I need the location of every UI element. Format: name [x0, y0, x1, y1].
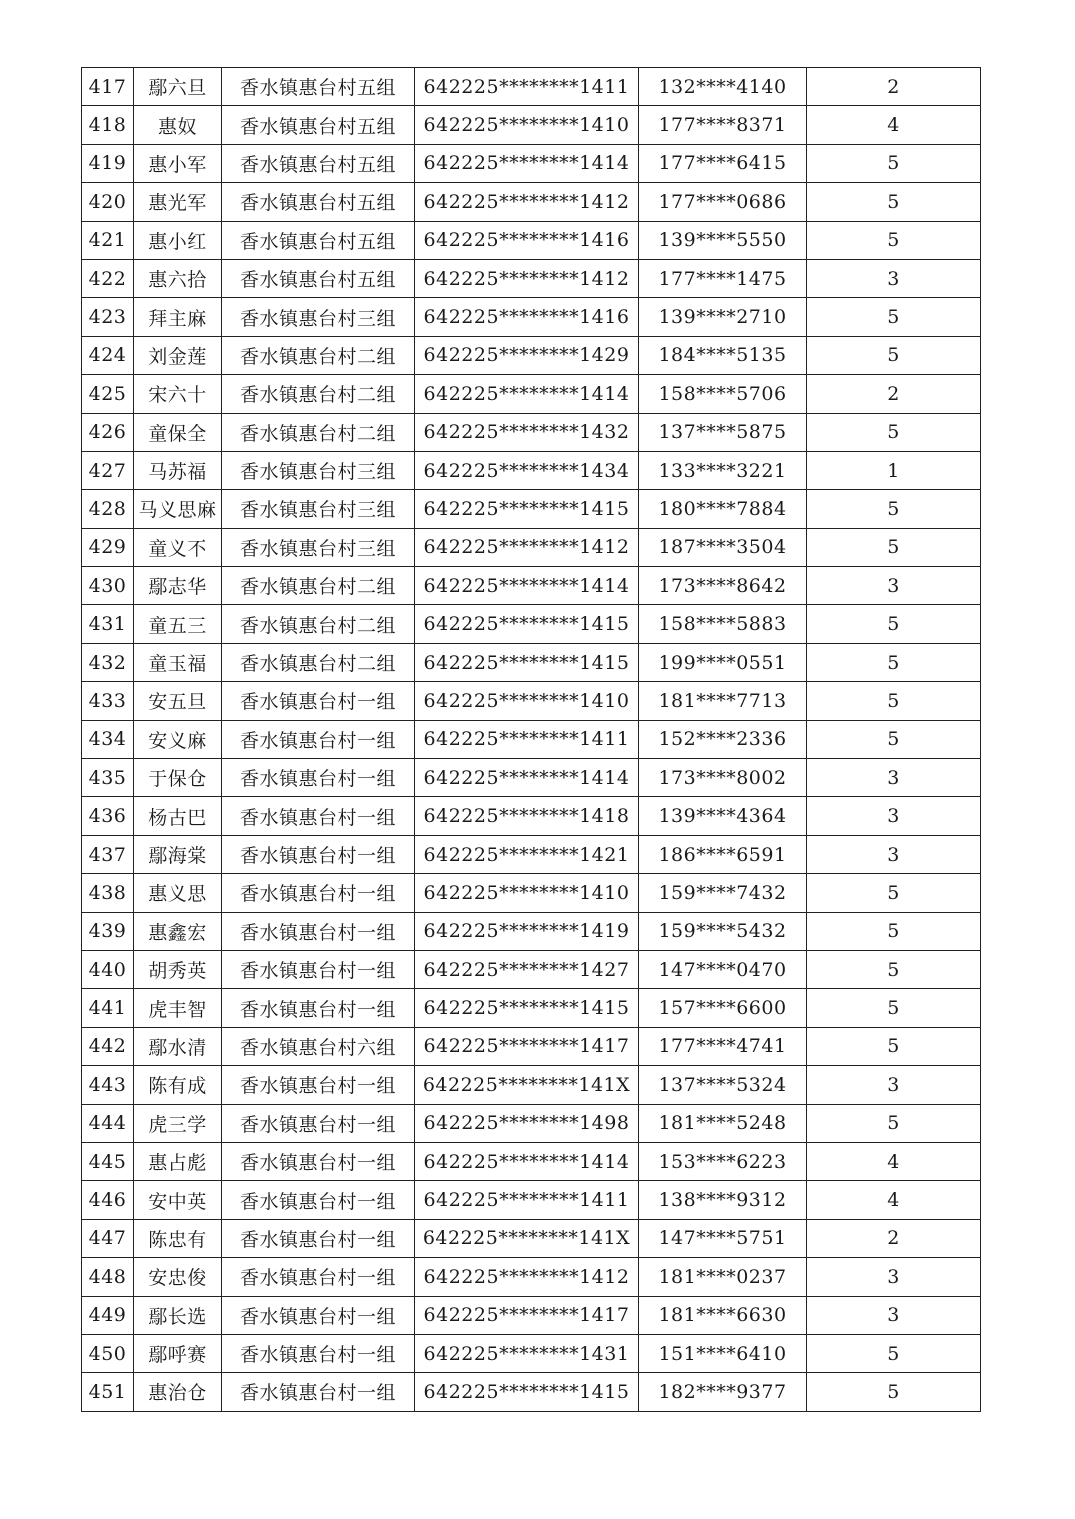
phone-cell: 181****7713: [639, 682, 807, 720]
row-number-cell: 451: [82, 1373, 134, 1411]
household-size-cell: 5: [807, 1373, 981, 1411]
row-number-cell: 441: [82, 989, 134, 1027]
phone-cell: 139****5550: [639, 221, 807, 259]
row-number-cell: 421: [82, 221, 134, 259]
household-size-cell: 5: [807, 874, 981, 912]
table-row: [82, 797, 981, 835]
id-number-cell: 642225********1410: [415, 874, 639, 912]
household-size-cell: 5: [807, 682, 981, 720]
name-cell: 胡秀英: [134, 950, 222, 988]
phone-cell: 184****5135: [639, 336, 807, 374]
table-row: [82, 912, 981, 950]
table-row: [82, 1258, 981, 1296]
address-cell: 香水镇惠台村一组: [222, 1181, 415, 1219]
row-number-cell: 435: [82, 759, 134, 797]
id-number-cell: 642225********1427: [415, 950, 639, 988]
name-cell: 安中英: [134, 1181, 222, 1219]
table-row: [82, 1219, 981, 1257]
id-number-cell: 642225********1415: [415, 989, 639, 1027]
address-cell: 香水镇惠台村一组: [222, 1296, 415, 1334]
table-row: [82, 682, 981, 720]
id-number-cell: 642225********1415: [415, 605, 639, 643]
name-cell: 杨古巴: [134, 797, 222, 835]
household-size-cell: 5: [807, 1104, 981, 1142]
id-number-cell: 642225********1412: [415, 183, 639, 221]
household-size-cell: 5: [807, 1334, 981, 1372]
name-cell: 于保仓: [134, 759, 222, 797]
id-number-cell: 642225********1431: [415, 1334, 639, 1372]
row-number-cell: 427: [82, 451, 134, 489]
address-cell: 香水镇惠台村一组: [222, 912, 415, 950]
household-size-cell: 1: [807, 451, 981, 489]
phone-cell: 173****8642: [639, 567, 807, 605]
address-cell: 香水镇惠台村五组: [222, 221, 415, 259]
id-number-cell: 642225********141X: [415, 1219, 639, 1257]
phone-cell: 151****6410: [639, 1334, 807, 1372]
row-number-cell: 419: [82, 144, 134, 182]
phone-cell: 139****4364: [639, 797, 807, 835]
household-size-cell: 4: [807, 1181, 981, 1219]
table-row: [82, 413, 981, 451]
row-number-cell: 439: [82, 912, 134, 950]
name-cell: 惠小红: [134, 221, 222, 259]
phone-cell: 132****4140: [639, 68, 807, 106]
address-cell: 香水镇惠台村五组: [222, 68, 415, 106]
row-number-cell: 417: [82, 68, 134, 106]
household-size-cell: 3: [807, 259, 981, 297]
name-cell: 童五三: [134, 605, 222, 643]
name-cell: 马苏福: [134, 451, 222, 489]
address-cell: 香水镇惠台村一组: [222, 759, 415, 797]
address-cell: 香水镇惠台村五组: [222, 144, 415, 182]
row-number-cell: 430: [82, 567, 134, 605]
table-row: [82, 1334, 981, 1372]
id-number-cell: 642225********1421: [415, 835, 639, 873]
phone-cell: 138****9312: [639, 1181, 807, 1219]
id-number-cell: 642225********1419: [415, 912, 639, 950]
phone-cell: 139****2710: [639, 298, 807, 336]
address-cell: 香水镇惠台村一组: [222, 1219, 415, 1257]
household-size-cell: 2: [807, 68, 981, 106]
phone-cell: 133****3221: [639, 451, 807, 489]
row-number-cell: 437: [82, 835, 134, 873]
household-size-cell: 2: [807, 1219, 981, 1257]
name-cell: 惠占彪: [134, 1142, 222, 1180]
id-number-cell: 642225********1414: [415, 144, 639, 182]
name-cell: 鄢志华: [134, 567, 222, 605]
row-number-cell: 443: [82, 1066, 134, 1104]
address-cell: 香水镇惠台村一组: [222, 1104, 415, 1142]
name-cell: 马义思麻: [134, 490, 222, 528]
table-row: [82, 835, 981, 873]
table-row: [82, 183, 981, 221]
household-size-cell: 4: [807, 1142, 981, 1180]
phone-cell: 147****0470: [639, 950, 807, 988]
address-cell: 香水镇惠台村一组: [222, 989, 415, 1027]
table-row: [82, 1296, 981, 1334]
name-cell: 童玉福: [134, 643, 222, 681]
table-row: [82, 567, 981, 605]
row-number-cell: 426: [82, 413, 134, 451]
id-number-cell: 642225********1411: [415, 68, 639, 106]
phone-cell: 159****7432: [639, 874, 807, 912]
table-row: [82, 68, 981, 106]
id-number-cell: 642225********1414: [415, 759, 639, 797]
household-roster-table: [81, 67, 981, 1412]
table-row: [82, 375, 981, 413]
phone-cell: 181****6630: [639, 1296, 807, 1334]
phone-cell: 177****4741: [639, 1027, 807, 1065]
name-cell: 童义不: [134, 528, 222, 566]
address-cell: 香水镇惠台村一组: [222, 720, 415, 758]
id-number-cell: 642225********1412: [415, 259, 639, 297]
id-number-cell: 642225********1412: [415, 528, 639, 566]
id-number-cell: 642225********1411: [415, 1181, 639, 1219]
row-number-cell: 434: [82, 720, 134, 758]
address-cell: 香水镇惠台村二组: [222, 567, 415, 605]
table-row: [82, 1142, 981, 1180]
address-cell: 香水镇惠台村一组: [222, 1142, 415, 1180]
id-number-cell: 642225********1414: [415, 567, 639, 605]
name-cell: 惠义思: [134, 874, 222, 912]
name-cell: 虎丰智: [134, 989, 222, 1027]
address-cell: 香水镇惠台村一组: [222, 1066, 415, 1104]
table-row: [82, 528, 981, 566]
address-cell: 香水镇惠台村二组: [222, 605, 415, 643]
household-size-cell: 3: [807, 835, 981, 873]
name-cell: 惠六拾: [134, 259, 222, 297]
name-cell: 惠奴: [134, 106, 222, 144]
household-size-cell: 3: [807, 797, 981, 835]
name-cell: 鄢呼赛: [134, 1334, 222, 1372]
phone-cell: 157****6600: [639, 989, 807, 1027]
phone-cell: 158****5706: [639, 375, 807, 413]
phone-cell: 180****7884: [639, 490, 807, 528]
phone-cell: 182****9377: [639, 1373, 807, 1411]
table-row: [82, 1104, 981, 1142]
row-number-cell: 444: [82, 1104, 134, 1142]
id-number-cell: 642225********141X: [415, 1066, 639, 1104]
name-cell: 安五旦: [134, 682, 222, 720]
name-cell: 陈有成: [134, 1066, 222, 1104]
household-size-cell: 5: [807, 605, 981, 643]
id-number-cell: 642225********1498: [415, 1104, 639, 1142]
row-number-cell: 423: [82, 298, 134, 336]
household-size-cell: 5: [807, 413, 981, 451]
table-row: [82, 874, 981, 912]
household-size-cell: 5: [807, 528, 981, 566]
id-number-cell: 642225********1429: [415, 336, 639, 374]
row-number-cell: 438: [82, 874, 134, 912]
household-size-cell: 5: [807, 490, 981, 528]
roster-body: [82, 68, 981, 1412]
table-row: [82, 221, 981, 259]
id-number-cell: 642225********1410: [415, 682, 639, 720]
phone-cell: 137****5875: [639, 413, 807, 451]
name-cell: 童保全: [134, 413, 222, 451]
phone-cell: 181****0237: [639, 1258, 807, 1296]
household-size-cell: 5: [807, 298, 981, 336]
id-number-cell: 642225********1415: [415, 1373, 639, 1411]
household-size-cell: 2: [807, 375, 981, 413]
name-cell: 拜主麻: [134, 298, 222, 336]
household-size-cell: 3: [807, 759, 981, 797]
address-cell: 香水镇惠台村二组: [222, 336, 415, 374]
table-row: [82, 451, 981, 489]
row-number-cell: 442: [82, 1027, 134, 1065]
table-row: [82, 144, 981, 182]
name-cell: 鄢海棠: [134, 835, 222, 873]
phone-cell: 152****2336: [639, 720, 807, 758]
address-cell: 香水镇惠台村二组: [222, 643, 415, 681]
table-row: [82, 1027, 981, 1065]
row-number-cell: 446: [82, 1181, 134, 1219]
id-number-cell: 642225********1412: [415, 1258, 639, 1296]
household-size-cell: 5: [807, 643, 981, 681]
id-number-cell: 642225********1411: [415, 720, 639, 758]
id-number-cell: 642225********1418: [415, 797, 639, 835]
address-cell: 香水镇惠台村一组: [222, 835, 415, 873]
table-row: [82, 643, 981, 681]
row-number-cell: 431: [82, 605, 134, 643]
address-cell: 香水镇惠台村二组: [222, 413, 415, 451]
household-size-cell: 5: [807, 144, 981, 182]
row-number-cell: 440: [82, 950, 134, 988]
phone-cell: 159****5432: [639, 912, 807, 950]
address-cell: 香水镇惠台村五组: [222, 259, 415, 297]
household-size-cell: 5: [807, 221, 981, 259]
address-cell: 香水镇惠台村六组: [222, 1027, 415, 1065]
table-row: [82, 490, 981, 528]
name-cell: 惠治仓: [134, 1373, 222, 1411]
row-number-cell: 428: [82, 490, 134, 528]
phone-cell: 177****6415: [639, 144, 807, 182]
row-number-cell: 436: [82, 797, 134, 835]
address-cell: 香水镇惠台村一组: [222, 1373, 415, 1411]
row-number-cell: 429: [82, 528, 134, 566]
address-cell: 香水镇惠台村一组: [222, 1258, 415, 1296]
row-number-cell: 445: [82, 1142, 134, 1180]
row-number-cell: 450: [82, 1334, 134, 1372]
phone-cell: 181****5248: [639, 1104, 807, 1142]
household-size-cell: 5: [807, 1027, 981, 1065]
household-size-cell: 5: [807, 336, 981, 374]
name-cell: 陈忠有: [134, 1219, 222, 1257]
table-row: [82, 720, 981, 758]
table-row: [82, 106, 981, 144]
household-size-cell: 5: [807, 720, 981, 758]
row-number-cell: 449: [82, 1296, 134, 1334]
phone-cell: 147****5751: [639, 1219, 807, 1257]
household-size-cell: 3: [807, 1258, 981, 1296]
address-cell: 香水镇惠台村一组: [222, 797, 415, 835]
name-cell: 安忠俊: [134, 1258, 222, 1296]
row-number-cell: 425: [82, 375, 134, 413]
address-cell: 香水镇惠台村三组: [222, 451, 415, 489]
id-number-cell: 642225********1414: [415, 375, 639, 413]
table-row: [82, 605, 981, 643]
address-cell: 香水镇惠台村一组: [222, 950, 415, 988]
name-cell: 鄢长选: [134, 1296, 222, 1334]
name-cell: 宋六十: [134, 375, 222, 413]
table-row: [82, 336, 981, 374]
table-row: [82, 1066, 981, 1104]
table-row: [82, 950, 981, 988]
household-size-cell: 5: [807, 989, 981, 1027]
table-row: [82, 259, 981, 297]
phone-cell: 187****3504: [639, 528, 807, 566]
phone-cell: 173****8002: [639, 759, 807, 797]
household-size-cell: 5: [807, 912, 981, 950]
id-number-cell: 642225********1415: [415, 643, 639, 681]
id-number-cell: 642225********1434: [415, 451, 639, 489]
address-cell: 香水镇惠台村一组: [222, 682, 415, 720]
address-cell: 香水镇惠台村二组: [222, 375, 415, 413]
name-cell: 惠小军: [134, 144, 222, 182]
phone-cell: 137****5324: [639, 1066, 807, 1104]
table-row: [82, 989, 981, 1027]
id-number-cell: 642225********1417: [415, 1296, 639, 1334]
name-cell: 安义麻: [134, 720, 222, 758]
id-number-cell: 642225********1417: [415, 1027, 639, 1065]
id-number-cell: 642225********1415: [415, 490, 639, 528]
household-size-cell: 3: [807, 1066, 981, 1104]
name-cell: 惠鑫宏: [134, 912, 222, 950]
address-cell: 香水镇惠台村一组: [222, 1334, 415, 1372]
household-size-cell: 5: [807, 950, 981, 988]
table-row: [82, 1373, 981, 1411]
name-cell: 刘金莲: [134, 336, 222, 374]
phone-cell: 177****0686: [639, 183, 807, 221]
address-cell: 香水镇惠台村三组: [222, 528, 415, 566]
household-size-cell: 5: [807, 183, 981, 221]
table-row: [82, 298, 981, 336]
row-number-cell: 433: [82, 682, 134, 720]
household-size-cell: 4: [807, 106, 981, 144]
household-size-cell: 3: [807, 1296, 981, 1334]
address-cell: 香水镇惠台村一组: [222, 874, 415, 912]
row-number-cell: 424: [82, 336, 134, 374]
address-cell: 香水镇惠台村五组: [222, 183, 415, 221]
address-cell: 香水镇惠台村三组: [222, 490, 415, 528]
row-number-cell: 422: [82, 259, 134, 297]
phone-cell: 186****6591: [639, 835, 807, 873]
table-row: [82, 759, 981, 797]
row-number-cell: 448: [82, 1258, 134, 1296]
id-number-cell: 642225********1416: [415, 298, 639, 336]
phone-cell: 153****6223: [639, 1142, 807, 1180]
household-size-cell: 3: [807, 567, 981, 605]
name-cell: 鄢六旦: [134, 68, 222, 106]
phone-cell: 177****8371: [639, 106, 807, 144]
name-cell: 鄢水清: [134, 1027, 222, 1065]
address-cell: 香水镇惠台村三组: [222, 298, 415, 336]
name-cell: 虎三学: [134, 1104, 222, 1142]
id-number-cell: 642225********1414: [415, 1142, 639, 1180]
phone-cell: 177****1475: [639, 259, 807, 297]
row-number-cell: 447: [82, 1219, 134, 1257]
id-number-cell: 642225********1432: [415, 413, 639, 451]
row-number-cell: 432: [82, 643, 134, 681]
row-number-cell: 420: [82, 183, 134, 221]
address-cell: 香水镇惠台村五组: [222, 106, 415, 144]
name-cell: 惠光军: [134, 183, 222, 221]
phone-cell: 199****0551: [639, 643, 807, 681]
table-row: [82, 1181, 981, 1219]
phone-cell: 158****5883: [639, 605, 807, 643]
id-number-cell: 642225********1410: [415, 106, 639, 144]
row-number-cell: 418: [82, 106, 134, 144]
id-number-cell: 642225********1416: [415, 221, 639, 259]
